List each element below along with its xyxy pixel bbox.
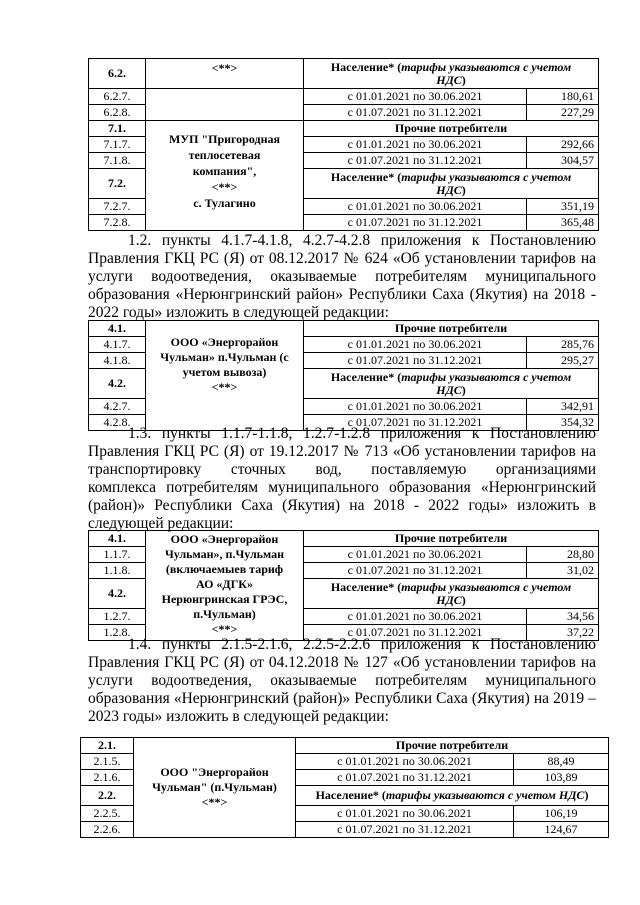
row-code: 1.2.7. — [89, 609, 146, 625]
tariff-value: 180,61 — [527, 89, 599, 105]
org-cell: ООО "Энергорайон Чульман" (п.Чульман) <**> — [134, 738, 296, 838]
group-header: Население* (тарифы указываются с учетом НДС) — [304, 369, 599, 399]
row-code: 2.2.6. — [81, 822, 134, 838]
group-header: Прочие потребители — [304, 321, 599, 337]
tariff-value: 354,32 — [527, 415, 599, 431]
row-code: 2.2.5. — [81, 806, 134, 822]
period-cell: с 01.07.2021 по 31.12.2021 — [304, 625, 527, 641]
row-code: 2.1.6. — [81, 770, 134, 786]
tariff-table-1 — [88, 58, 599, 231]
period-cell: с 01.07.2021 по 31.12.2021 — [304, 153, 527, 169]
row-code: 7.1.7. — [89, 137, 146, 153]
tariff-value: 28,80 — [527, 547, 599, 563]
tariff-table-3 — [88, 530, 599, 641]
tariff-value: 351,19 — [527, 199, 599, 215]
tariff-value: 292,66 — [527, 137, 599, 153]
row-code: 4.2.7. — [89, 399, 146, 415]
row-code: 7.2.8. — [89, 215, 146, 231]
row-code: 1.1.7. — [89, 547, 146, 563]
row-code: 7.1.8. — [89, 153, 146, 169]
tariff-value: 88,49 — [514, 754, 609, 770]
org-cell: МУП "Пригородная теплосетевая компания", <**> с. Тулагино — [146, 121, 304, 231]
period-cell: с 01.07.2021 по 31.12.2021 — [296, 822, 514, 838]
period-cell: с 01.07.2021 по 31.12.2021 — [304, 353, 527, 369]
tariff-table-2 — [88, 320, 599, 431]
tariff-table-4 — [80, 737, 609, 838]
org-cell: <**> — [146, 59, 304, 89]
row-code: 4.1. — [89, 321, 146, 337]
tariff-value: 342,91 — [527, 399, 599, 415]
row-code: 2.1.5. — [81, 754, 134, 770]
row-code: 7.2. — [89, 169, 146, 199]
tariff-value: 295,27 — [527, 353, 599, 369]
group-header: Прочие потребители — [296, 738, 609, 754]
tariff-value: 31,02 — [527, 563, 599, 579]
tariff-value: 106,19 — [514, 806, 609, 822]
row-code: 2.1. — [81, 738, 134, 754]
group-header: Прочие потребители — [304, 531, 599, 547]
period-cell: с 01.07.2021 по 31.12.2021 — [304, 105, 527, 121]
tariff-value: 285,76 — [527, 337, 599, 353]
row-code: 4.1.7. — [89, 337, 146, 353]
row-code: 4.2. — [89, 579, 146, 609]
row-code: 6.2.8. — [89, 105, 146, 121]
period-cell: с 01.01.2021 по 30.06.2021 — [304, 399, 527, 415]
period-cell: с 01.01.2021 по 30.06.2021 — [304, 199, 527, 215]
org-cell: ООО «Энергорайон Чульман» п.Чульман (с учетом вывоза) <**> — [146, 321, 304, 431]
period-cell: с 01.07.2021 по 31.12.2021 — [304, 215, 527, 231]
group-header: Население* (тарифы указываются с учетом НДС) — [304, 579, 599, 609]
row-code: 1.1.8. — [89, 563, 146, 579]
row-code: 7.2.7. — [89, 199, 146, 215]
tariff-value: 103,89 — [514, 770, 609, 786]
period-cell: с 01.07.2021 по 31.12.2021 — [304, 563, 527, 579]
row-code: 4.1.8. — [89, 353, 146, 369]
group-header: Население* (тарифы указываются с учетом НДС) — [296, 786, 609, 806]
tariff-value: 37,22 — [527, 625, 599, 641]
period-cell: с 01.01.2021 по 30.06.2021 — [296, 806, 514, 822]
row-code: 7.1. — [89, 121, 146, 137]
paragraph-1-3: 1.3. пункты 1.1.7-1.1.8, 1.2.7-1.2.8 приложения к Постановлению Правления ГКЦ РС (Я) от 19.12.2017 № 713 «Об установлении тарифов на транспортировку сточных вод, поставляемую организациями комплекса потребителям муниципального образования «Нерюнгринский (район)» Республики Саха (Якутия) на 2018 - 2022 годы» изложить в следующей редакции: — [88, 425, 596, 532]
row-code: 1.2.8. — [89, 625, 146, 641]
period-cell: с 01.01.2021 по 30.06.2021 — [296, 754, 514, 770]
period-cell: с 01.01.2021 по 30.06.2021 — [304, 137, 527, 153]
tariff-value: 227,29 — [527, 105, 599, 121]
org-cell: ООО «Энергорайон Чульман», п.Чульман (включаемыев тариф АО «ДГК» Нерюнгринская ГРЭС, п.Чульман) <**> — [146, 531, 304, 641]
row-code: 6.2. — [89, 59, 146, 89]
period-cell: с 01.01.2021 по 30.06.2021 — [304, 337, 527, 353]
group-header: Население* (тарифы указываются с учетом НДС) — [304, 169, 599, 199]
period-cell: с 01.01.2021 по 30.06.2021 — [304, 609, 527, 625]
group-header: Население* (тарифы указываются с учетом НДС) — [304, 59, 599, 89]
paragraph-1-2: 1.2. пункты 4.1.7-4.1.8, 4.2.7-4.2.8 приложения к Постановлению Правления ГКЦ РС (Я) от 08.12.2017 № 624 «Об установлении тарифов на услуги водоотведения, оказываемые потребителям муниципального образования «Нерюнгринский район» Республики Саха (Якутия) на 2018 - 2022 годы» изложить в следующей редакции: — [88, 232, 596, 321]
tariff-value: 365,48 — [527, 215, 599, 231]
row-code: 4.2.8. — [89, 415, 146, 431]
tariff-value: 124,67 — [514, 822, 609, 838]
period-cell: с 01.07.2021 по 31.12.2021 — [304, 415, 527, 431]
tariff-value: 34,56 — [527, 609, 599, 625]
row-code: 4.2. — [89, 369, 146, 399]
group-header: Прочие потребители — [304, 121, 599, 137]
row-code: 2.2. — [81, 786, 134, 806]
period-cell: с 01.07.2021 по 31.12.2021 — [296, 770, 514, 786]
tariff-value: 304,57 — [527, 153, 599, 169]
row-code: 6.2.7. — [89, 89, 146, 105]
row-code: 4.1. — [89, 531, 146, 547]
period-cell: с 01.01.2021 по 30.06.2021 — [304, 89, 527, 105]
period-cell: с 01.01.2021 по 30.06.2021 — [304, 547, 527, 563]
paragraph-1-4: 1.4. пункты 2.1.5-2.1.6, 2.2.5-2.2.6 приложения к Постановлению Правления ГКЦ РС (Я) от 04.12.2018 № 127 «Об установлении тарифов на услуги водоотведения, оказываемые потребителям муниципального образования «Нерюнгринский (район)» Республики Саха (Якутия) на 2019 – 2023 годы» изложить в следующей редакции: — [88, 636, 596, 725]
